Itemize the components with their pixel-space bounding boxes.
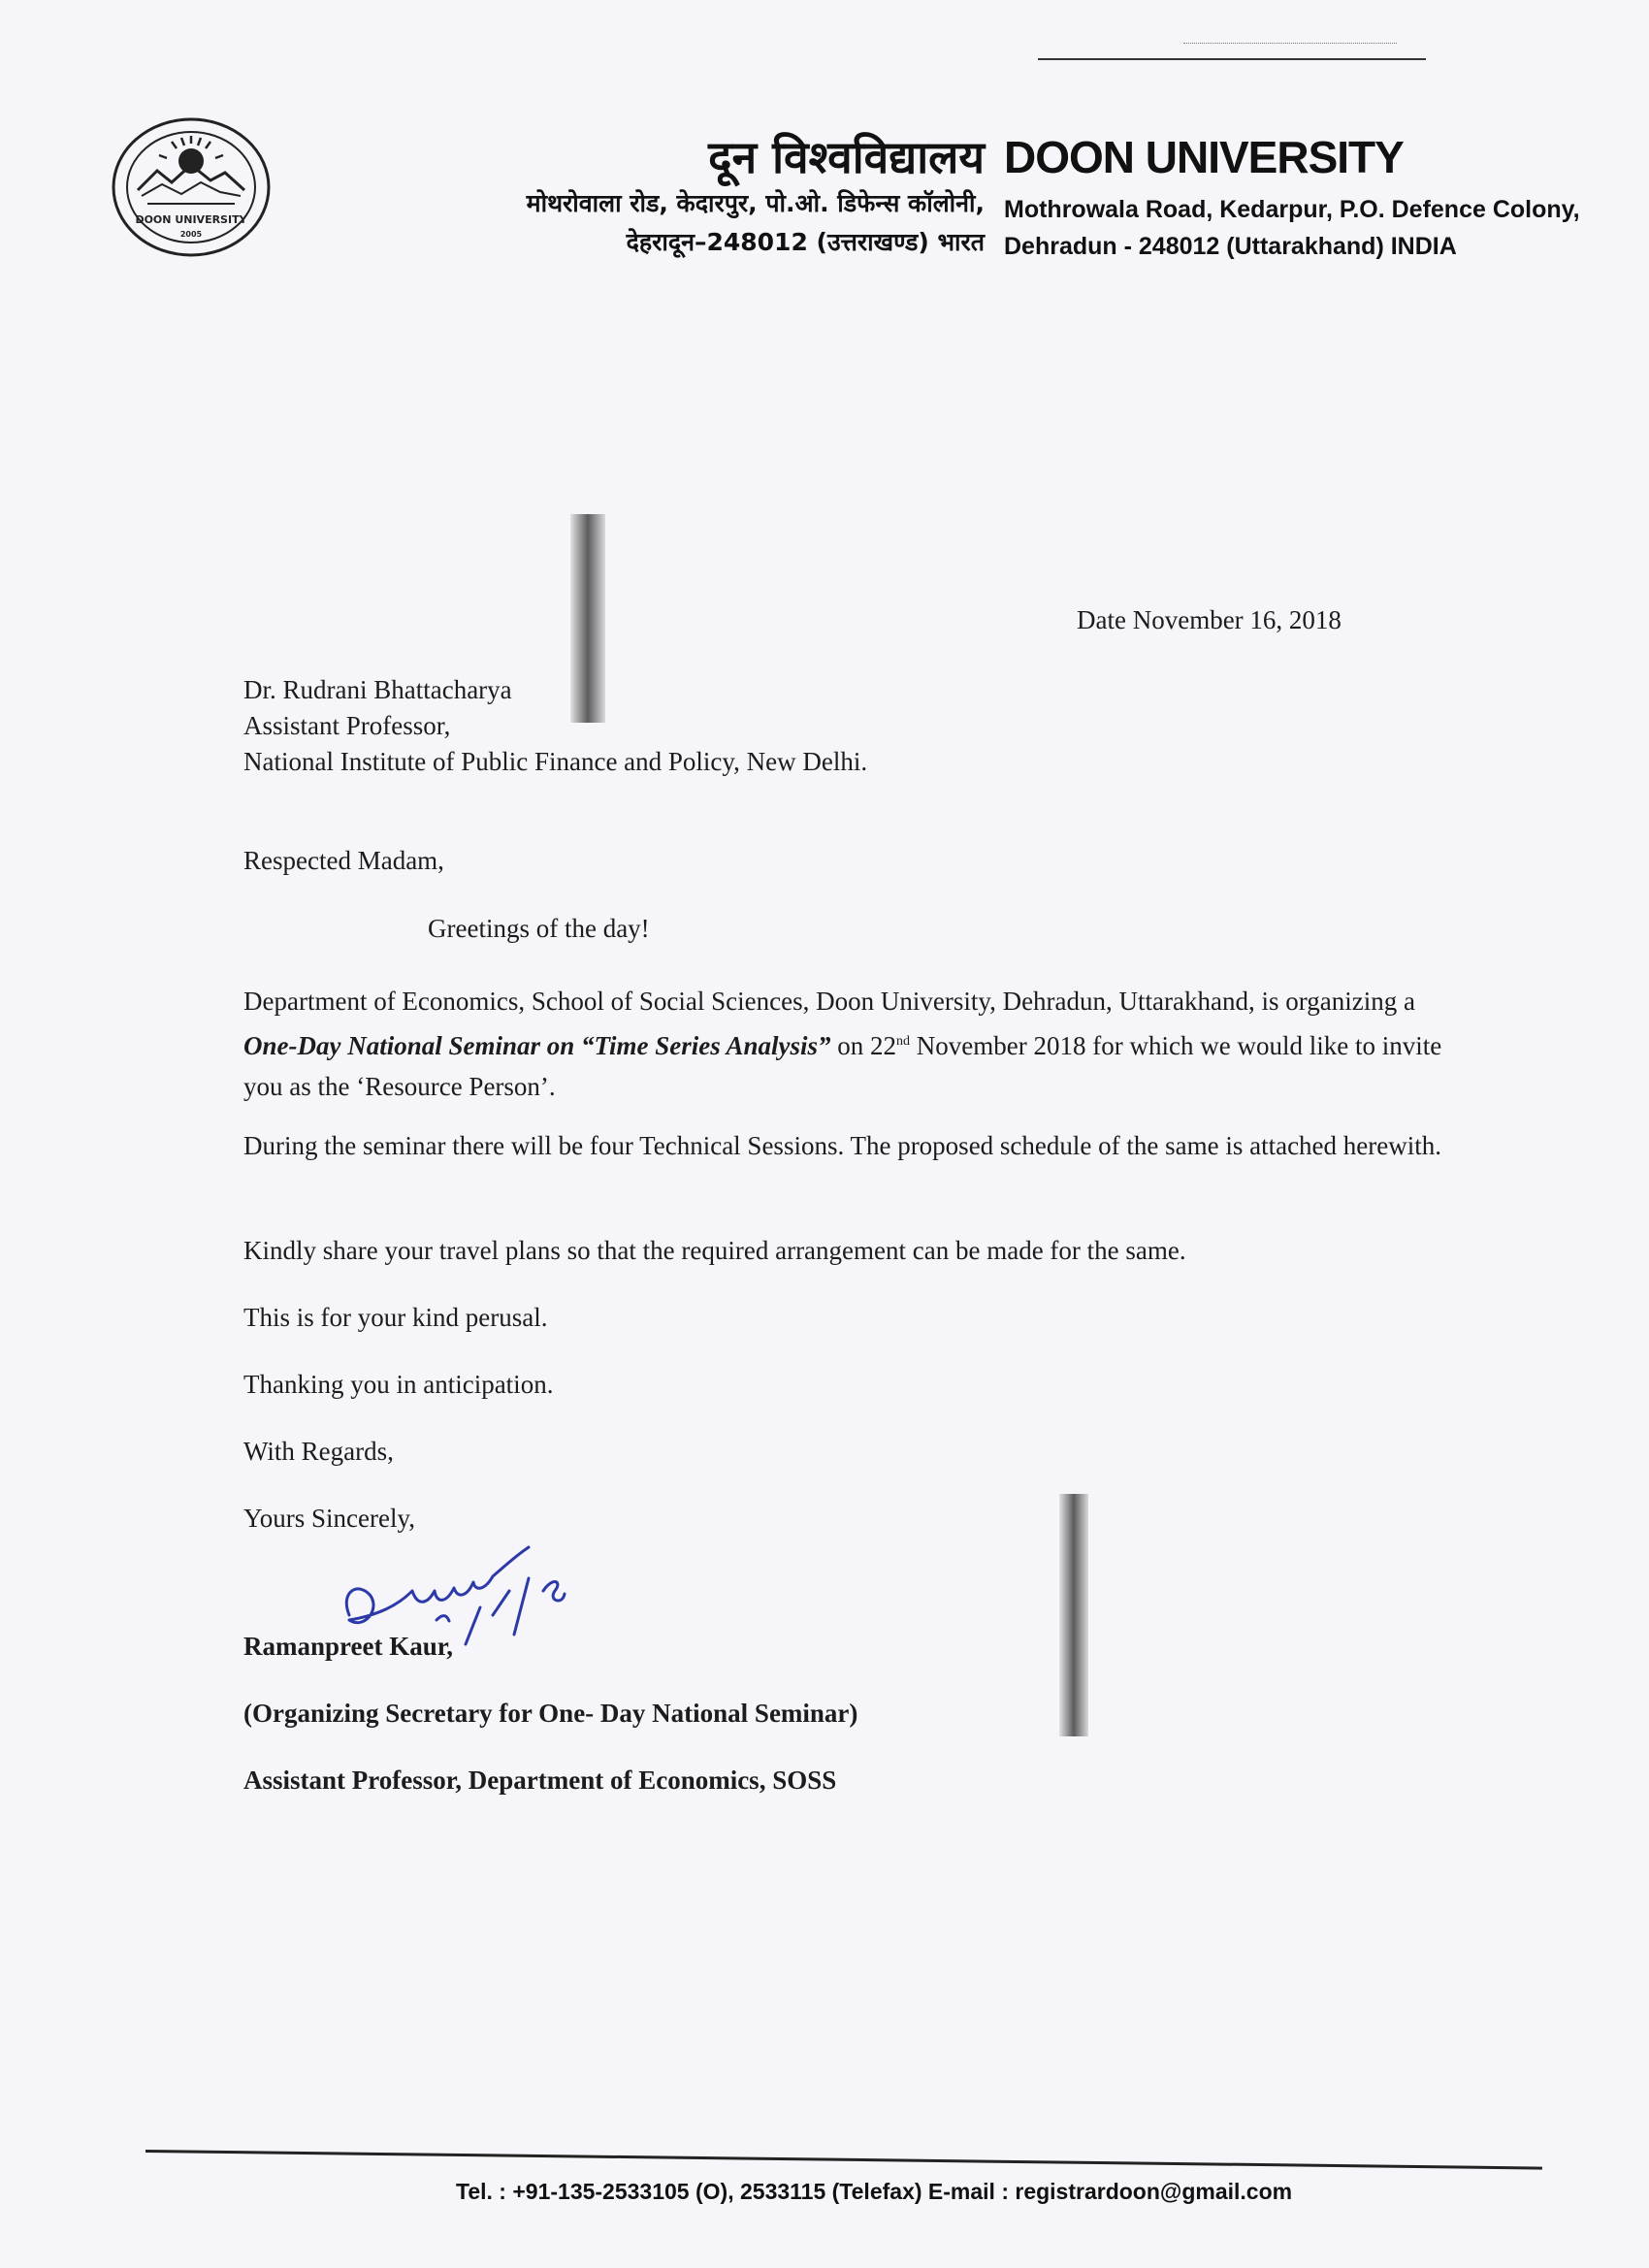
signatory-title: Assistant Professor, Department of Economics, SOSS	[243, 1766, 837, 1795]
invitation-text-start: Department of Economics, School of Social Sciences, Doon University, Dehradun, Uttarakhand, is organizing a	[243, 987, 1415, 1016]
university-name-hindi: दून विश्वविद्यालय	[708, 131, 985, 183]
paragraph-perusal: This is for your kind perusal.	[243, 1303, 548, 1332]
closing-regards: With Regards,	[243, 1437, 394, 1466]
signature-date: 16/11/18	[475, 1644, 480, 1645]
logo-label: DOON UNIVERSITY	[135, 213, 247, 226]
scan-smudge	[570, 514, 605, 723]
paragraph-invitation	[243, 981, 1456, 1107]
paragraph-sessions: During the seminar there will be four Technical Sessions. The proposed schedule of the same is attached herewith.	[243, 1131, 1441, 1160]
footer-divider	[146, 2150, 1542, 2170]
seminar-title: One-Day National Seminar on “Time Series Analysis”	[243, 1031, 831, 1060]
signatory-role: (Organizing Secretary for One- Day National Seminar)	[243, 1699, 858, 1728]
top-scribble-line	[1038, 58, 1426, 60]
address-english-line1: Mothrowala Road, Kedarpur, P.O. Defence Colony,	[1004, 196, 1580, 223]
scan-smudge-2	[1059, 1494, 1088, 1736]
recipient-title: Assistant Professor,	[243, 711, 451, 740]
logo-year: 2005	[179, 230, 203, 239]
letter-date: Date November 16, 2018	[1077, 605, 1342, 634]
invitation-date-prefix: on 22	[837, 1031, 897, 1060]
address-hindi-line1: मोथरोवाला रोड, केदारपुर, पो.ओ. डिफेन्स कॉलोनी,	[526, 189, 985, 217]
address-hindi-line2: देहरादून–248012 (उत्तराखण्ड) भारत	[626, 228, 985, 256]
closing-sincerely: Yours Sincerely,	[243, 1504, 416, 1533]
paragraph-travel: Kindly share your travel plans so that the required arrangement can be made for the same.	[243, 1236, 1186, 1265]
salutation: Respected Madam,	[243, 846, 444, 875]
university-name-english: DOON UNIVERSITY	[1004, 132, 1404, 182]
address-english-line2: Dehradun - 248012 (Uttarakhand) INDIA	[1004, 233, 1457, 260]
university-logo	[109, 114, 274, 260]
top-scribble-line-2	[1183, 43, 1397, 44]
recipient-name: Dr. Rudrani Bhattacharya	[243, 675, 512, 704]
recipient-organization: National Institute of Public Finance and Policy, New Delhi.	[243, 747, 868, 776]
footer-contact: Tel. : +91-135-2533105 (O), 2533115 (Telefax) E-mail : registrardoon@gmail.com	[456, 2179, 1293, 2204]
paragraph-thanks: Thanking you in anticipation.	[243, 1370, 554, 1399]
date-ordinal-suffix: nd	[896, 1034, 911, 1049]
greeting: Greetings of the day!	[428, 914, 650, 943]
signatory-name: Ramanpreet Kaur,	[243, 1632, 453, 1661]
invitation-text-end: November 2018 for which we would like to invite you as the ‘Resource Person’.	[243, 1031, 1442, 1101]
